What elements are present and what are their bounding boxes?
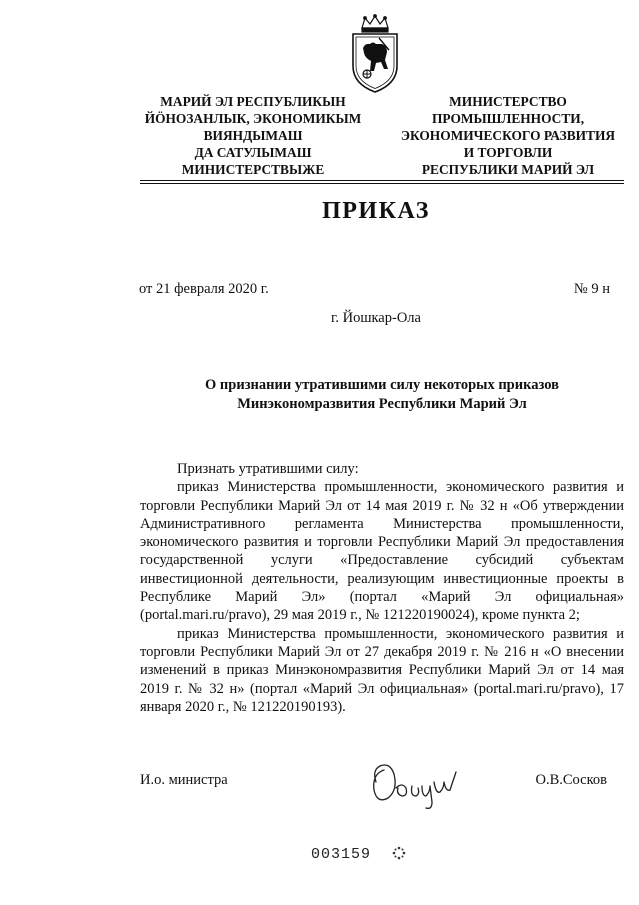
header-divider [140, 180, 624, 181]
ministry-name-russian-line: ПРОМЫШЛЕННОСТИ, [431, 111, 585, 126]
ministry-name-russian-line: РЕСПУБЛИКИ МАРИЙ ЭЛ [421, 162, 595, 177]
ornament-icon [392, 846, 406, 860]
body-item: приказ Министерства промышленности, экономического развития и торговли Республики Марий Эл от 14 мая 2019 г. № 32 н «Об утверждении Административного регламента Министерства промышленности, экономического развития и торговли Республики Марий Эл предоставления государственной услуги «Предоставление субсидий субъектам инвестиционной деятельности, реализующим инвестиционные проекты в Республике Марий Эл» (портал «Марий Эл официальная» (portal.mari.ru/pravo), 29 мая 2019 г., № 121220190024), кроме пункта 2; [140, 479, 624, 624]
header-divider [140, 183, 624, 184]
document-title: ПРИКАЗ [322, 198, 430, 224]
body-lead: Признать утратившими силу: [177, 461, 359, 477]
city: г. Йошкар-Ола [331, 310, 421, 326]
ministry-name-russian-line: ЭКОНОМИЧЕСКОГО РАЗВИТИЯ [400, 128, 616, 143]
ministry-name-russian-line: МИНИСТЕРСТВО [449, 94, 567, 109]
order-number: № 9 н [573, 281, 610, 297]
ministry-name-mari-line: ДА САТУЛЫМАШ [194, 145, 312, 160]
coat-of-arms-icon [349, 14, 401, 94]
ministry-name-mari-line: ВИЯНДЫМАШ [203, 128, 303, 143]
body-item: приказ Министерства промышленности, экономического развития и торговли Республики Марий Эл от 27 декабря 2019 г. № 216 н «О внесении изменений в приказ Минэкономразвития Республики Марий Эл от 14 мая 2019 г. № 32 н» (портал «Марий Эл официальная» (portal.mari.ru/pravo), 17 января 2020 г., № 121220190193). [140, 625, 624, 715]
order-heading-line: Минэкономразвития Республики Марий Эл [237, 396, 527, 412]
ministry-name-mari-line: ЙÖНОЗАНЛЫК, ЭКОНОМИКЫМ [144, 111, 362, 126]
serial-number: 003159 [311, 846, 372, 863]
ministry-name-mari-line: МИНИСТЕРСТВЫЖЕ [181, 162, 325, 177]
ministry-name-russian-line: И ТОРГОВЛИ [463, 145, 553, 160]
order-heading-line: О признании утратившими силу некоторых приказов [205, 377, 559, 393]
ministry-name-mari-line: МАРИЙ ЭЛ РЕСПУБЛИКЫН [160, 94, 346, 109]
ministry-name-mari [128, 93, 378, 178]
handwritten-signature-icon [366, 752, 462, 812]
ministry-name-russian [388, 93, 628, 178]
signatory-position: И.о. министра [140, 772, 228, 788]
signatory-name: О.В.Сосков [535, 772, 607, 788]
order-date: от 21 февраля 2020 г. [139, 281, 269, 297]
order-body [140, 460, 624, 716]
order-heading [140, 376, 624, 414]
